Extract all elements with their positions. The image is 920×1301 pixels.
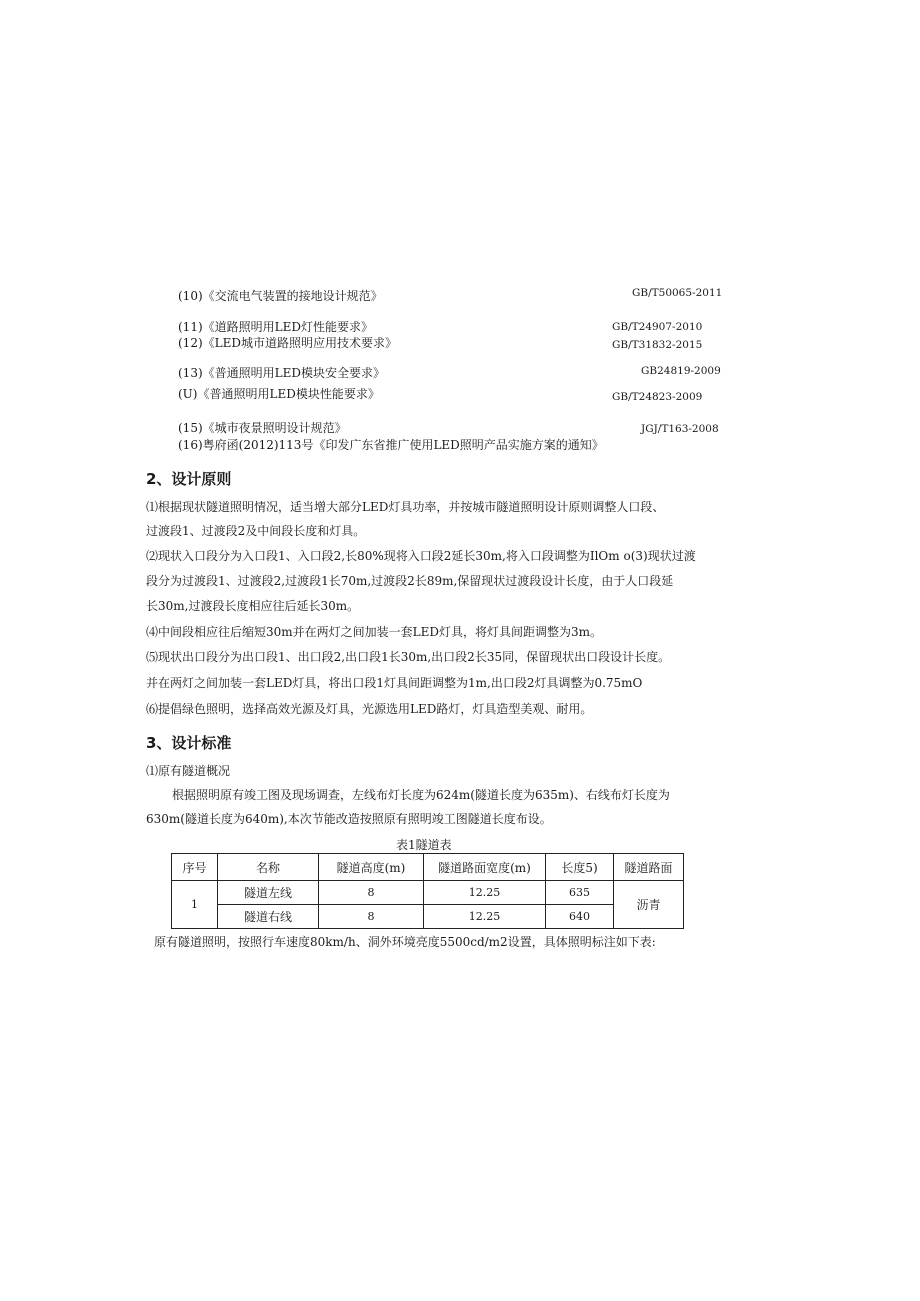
section-2-line-6: ⑷中间段相应往后缩短30m并在两灯之间加装一套LED灯具，将灯具间距调整为3m。: [146, 625, 603, 639]
section-2-heading: 2、设计原则: [146, 470, 232, 488]
reference-13: (13)《普通照明用LED模块安全要求》: [178, 366, 385, 380]
row-length: 635: [546, 881, 614, 905]
section-2-line-1: ⑴根据现状隧道照明情况，适当增大部分LED灯具功率，并按城市隧道照明设计原则调整人口段、: [146, 500, 665, 514]
reference-10: (10)《交流电气装置的接地设计规范》: [178, 289, 383, 303]
header-height: 隧道高度(m): [319, 854, 424, 881]
section-2-line-4: 段分为过渡段1、过渡段2,过渡段1长70m,过渡段2长89m,保留现状过渡段设计长度，由于人口段延: [146, 574, 674, 588]
row-length: 640: [546, 905, 614, 929]
reference-13-code: GB24819-2009: [641, 365, 721, 377]
reference-15: (15)《城市夜景照明设计规范》: [178, 421, 347, 435]
section-3-line-1: 根据照明原有竣工图及现场调查，左线布灯长度为624m(隧道长度为635m)、右线布灯长度为: [172, 788, 670, 802]
after-table-text: 原有隧道照明，按照行车速度80km/h、洞外环境亮度5500cd/m2设置，具体照明标注如下表:: [154, 935, 656, 949]
reference-11: (11)《道路照明用LED灯性能要求》: [178, 320, 373, 334]
reference-16: (16)粤府函(2012)113号《印发广东省推广使用LED照明产品实施方案的通知》: [178, 438, 604, 452]
header-width: 隧道路面宽度(m): [424, 854, 546, 881]
table-header-row: [172, 854, 684, 881]
section-3-subheading: ⑴原有隧道概况: [146, 764, 231, 778]
header-surface: 隧道路面: [614, 854, 684, 881]
table-row: [172, 881, 684, 905]
section-2-line-2: 过渡段1、过渡段2及中间段长度和灯具。: [146, 524, 366, 538]
header-length: 长度5): [546, 854, 614, 881]
section-2-line-3: ⑵现状入口段分为入口段1、入口段2,长80%现将入口段2延长30m,将入口段调整为IlOm o(3)现状过渡: [146, 549, 696, 563]
row-surface: 沥青: [614, 881, 684, 929]
section-3-line-2: 630m(隧道长度为640m),本次节能改造按照原有照明竣工图隧道长度布设。: [146, 812, 552, 826]
section-2-line-7: ⑸现状出口段分为出口段1、出口段2,出口段1长30m,出口段2长35同，保留现状出口段设计长度。: [146, 650, 671, 664]
section-3-heading: 3、设计标准: [146, 734, 232, 752]
reference-12: (12)《LED城市道路照明应用技术要求》: [178, 336, 397, 350]
section-2-line-8: 并在两灯之间加装一套LED灯具，将出口段1灯具间距调整为1m,出口段2灯具调整为0.75mO: [146, 676, 643, 690]
tunnel-table: [171, 853, 684, 929]
row-name: 隧道左线: [218, 881, 319, 905]
row-name: 隧道右线: [218, 905, 319, 929]
section-2-line-9: ⑹提倡绿色照明，选择高效光源及灯具，光源选用LED路灯，灯具造型美观、耐用。: [146, 702, 593, 716]
header-index: 序号: [172, 854, 218, 881]
reference-14: (U)《普通照明用LED模块性能要求》: [178, 387, 380, 401]
section-2-line-5: 长30m,过渡段长度相应往后延长30m。: [146, 599, 360, 613]
reference-11-code: GB/T24907-2010: [612, 321, 703, 333]
header-name: 名称: [218, 854, 319, 881]
row-width: 12.25: [424, 905, 546, 929]
table-row: [172, 905, 684, 929]
reference-12-code: GB/T31832-2015: [612, 339, 703, 351]
table-caption: 表1隧道表: [396, 838, 452, 852]
row-height: 8: [319, 905, 424, 929]
row-width: 12.25: [424, 881, 546, 905]
row-height: 8: [319, 881, 424, 905]
reference-14-code: GB/T24823-2009: [612, 391, 703, 403]
reference-10-code: GB/T50065-2011: [632, 287, 723, 299]
row-index: 1: [172, 881, 218, 929]
reference-15-code: JGJ/T163-2008: [641, 423, 719, 435]
